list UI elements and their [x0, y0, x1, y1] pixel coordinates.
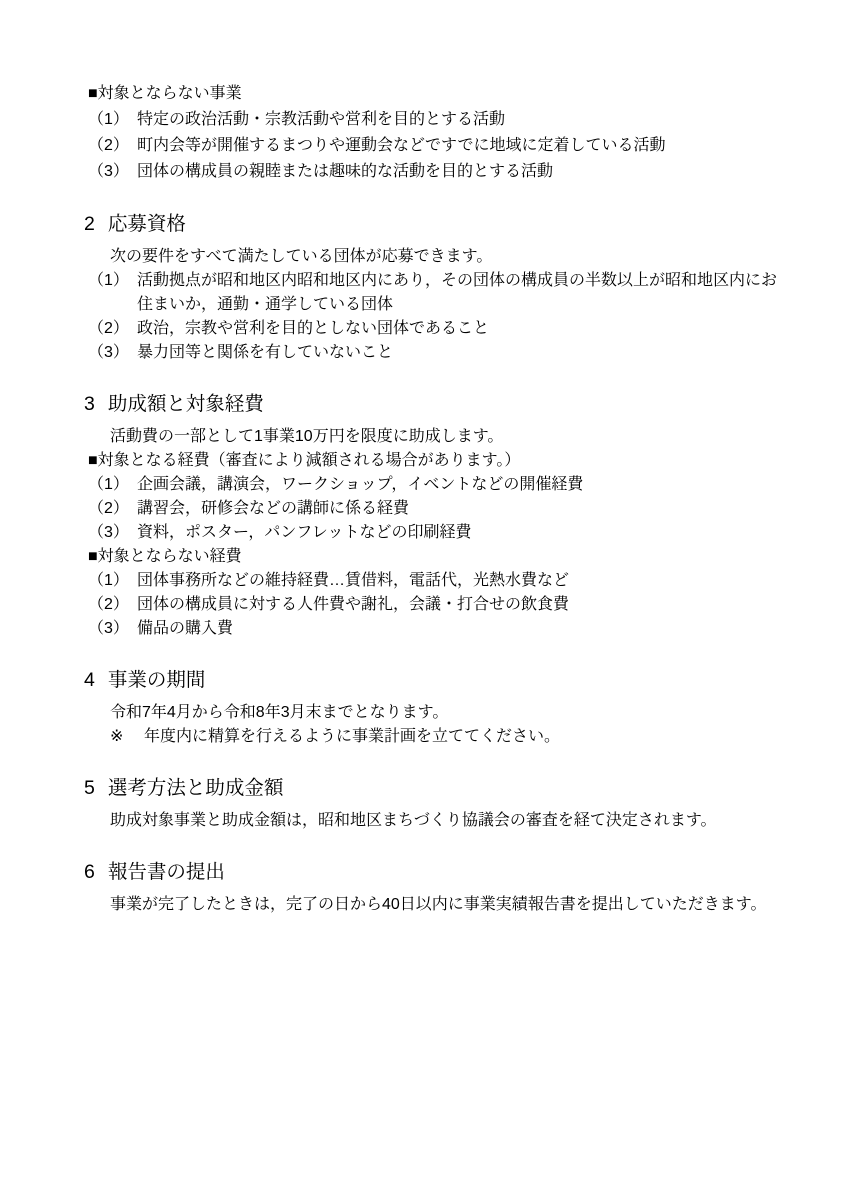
item-text: 団体事務所などの維持経費…賃借料，電話代，光熱水費など: [137, 572, 570, 589]
list-item: [88, 341, 790, 365]
item-text: 講習会，研修会などの講師に係る経費: [137, 500, 410, 517]
item-marker: （1）: [88, 476, 129, 493]
item-text: 活動拠点が昭和地区内昭和地区内にあり，その団体の構成員の半数以上が昭和地区内にお住まいか，通勤・通学している団体: [137, 272, 778, 313]
item-text: 備品の購入費: [137, 620, 234, 637]
section-number: 6: [84, 861, 95, 883]
item-marker: （3）: [88, 344, 129, 361]
item-text: 町内会等が開催するまつりや運動会などですでに地域に定着している活動: [137, 137, 666, 154]
item-text: 暴力団等と関係を有していないこと: [137, 344, 394, 361]
item-marker: （1）: [88, 111, 129, 128]
list-item: [88, 133, 790, 159]
section-title: 事業の期間: [107, 669, 206, 691]
section-project-period: [84, 667, 790, 749]
section-lead: 助成対象事業と助成金額は，昭和地区まちづくり協議会の審査を経て決定されます。: [110, 812, 717, 829]
list-item: [88, 497, 790, 521]
item-text: 特定の政治活動・宗教活動や営利を目的とする活動: [137, 111, 506, 128]
item-text: 企画会議，講演会，ワークショップ，イベントなどの開催経費: [137, 476, 584, 493]
eligible-expenses-heading: ■対象となる経費（審査により減額される場合があります。）: [88, 452, 521, 469]
section-number: 3: [84, 393, 95, 415]
item-marker: （1）: [88, 272, 129, 289]
item-text: 団体の構成員に対する人件費や謝礼，会議・打合せの飲食費: [137, 596, 570, 613]
section-heading-5: [84, 775, 790, 801]
section-title: 報告書の提出: [107, 861, 225, 883]
list-item: [88, 521, 790, 545]
list-item: [88, 617, 790, 641]
item-text: 資料，ポスター，パンフレットなどの印刷経費: [137, 524, 472, 541]
section-number: 2: [84, 213, 95, 235]
section-number: 5: [84, 777, 95, 799]
list-item: [88, 473, 790, 497]
item-marker: （2）: [88, 320, 129, 337]
section-number: 4: [84, 669, 95, 691]
section-heading-4: [84, 667, 790, 693]
item-text: 政治，宗教や営利を目的としない団体であること: [137, 320, 490, 337]
section-grant-amount: [84, 391, 790, 641]
section-eligibility: [84, 211, 790, 365]
section-lead: 令和7年4月から令和8年3月末までとなります。: [110, 704, 449, 721]
section-lead: 活動費の一部として1事業10万円を限度に助成します。: [110, 428, 504, 445]
item-marker: （3）: [88, 163, 129, 180]
section-title: 助成額と対象経費: [107, 393, 264, 415]
item-marker: （2）: [88, 500, 129, 517]
section-heading-2: [84, 211, 790, 237]
item-text: 団体の構成員の親睦または趣味的な活動を目的とする活動: [137, 163, 554, 180]
section-title: 選考方法と助成金額: [107, 777, 284, 799]
section-heading-3: [84, 391, 790, 417]
item-marker: （3）: [88, 620, 129, 637]
ineligible-expenses-heading: ■対象とならない経費: [88, 548, 242, 565]
section-selection-method: [84, 775, 790, 833]
item-marker: （3）: [88, 524, 129, 541]
item-marker: （2）: [88, 596, 129, 613]
section-lead: 次の要件をすべて満たしている団体が応募できます。: [110, 248, 493, 265]
excluded-projects-heading: ■対象とならない事業: [88, 85, 242, 102]
section-title: 応募資格: [107, 213, 186, 235]
list-item: [88, 569, 790, 593]
note-line: [110, 725, 790, 749]
item-marker: （2）: [88, 137, 129, 154]
list-item: [88, 159, 790, 185]
section-report-submission: [84, 859, 790, 917]
list-item: [88, 317, 790, 341]
item-marker: （1）: [88, 572, 129, 589]
list-item: [88, 593, 790, 617]
list-item: [88, 269, 790, 317]
note-marker: ※: [110, 728, 124, 745]
excluded-projects-block: [88, 81, 790, 185]
list-item: [88, 107, 790, 133]
section-heading-6: [84, 859, 790, 885]
note-text: 年度内に精算を行えるように事業計画を立ててください。: [144, 728, 561, 745]
section-lead: 事業が完了したときは，完了の日から40日以内に事業実績報告書を提出していただきます。: [110, 896, 767, 913]
